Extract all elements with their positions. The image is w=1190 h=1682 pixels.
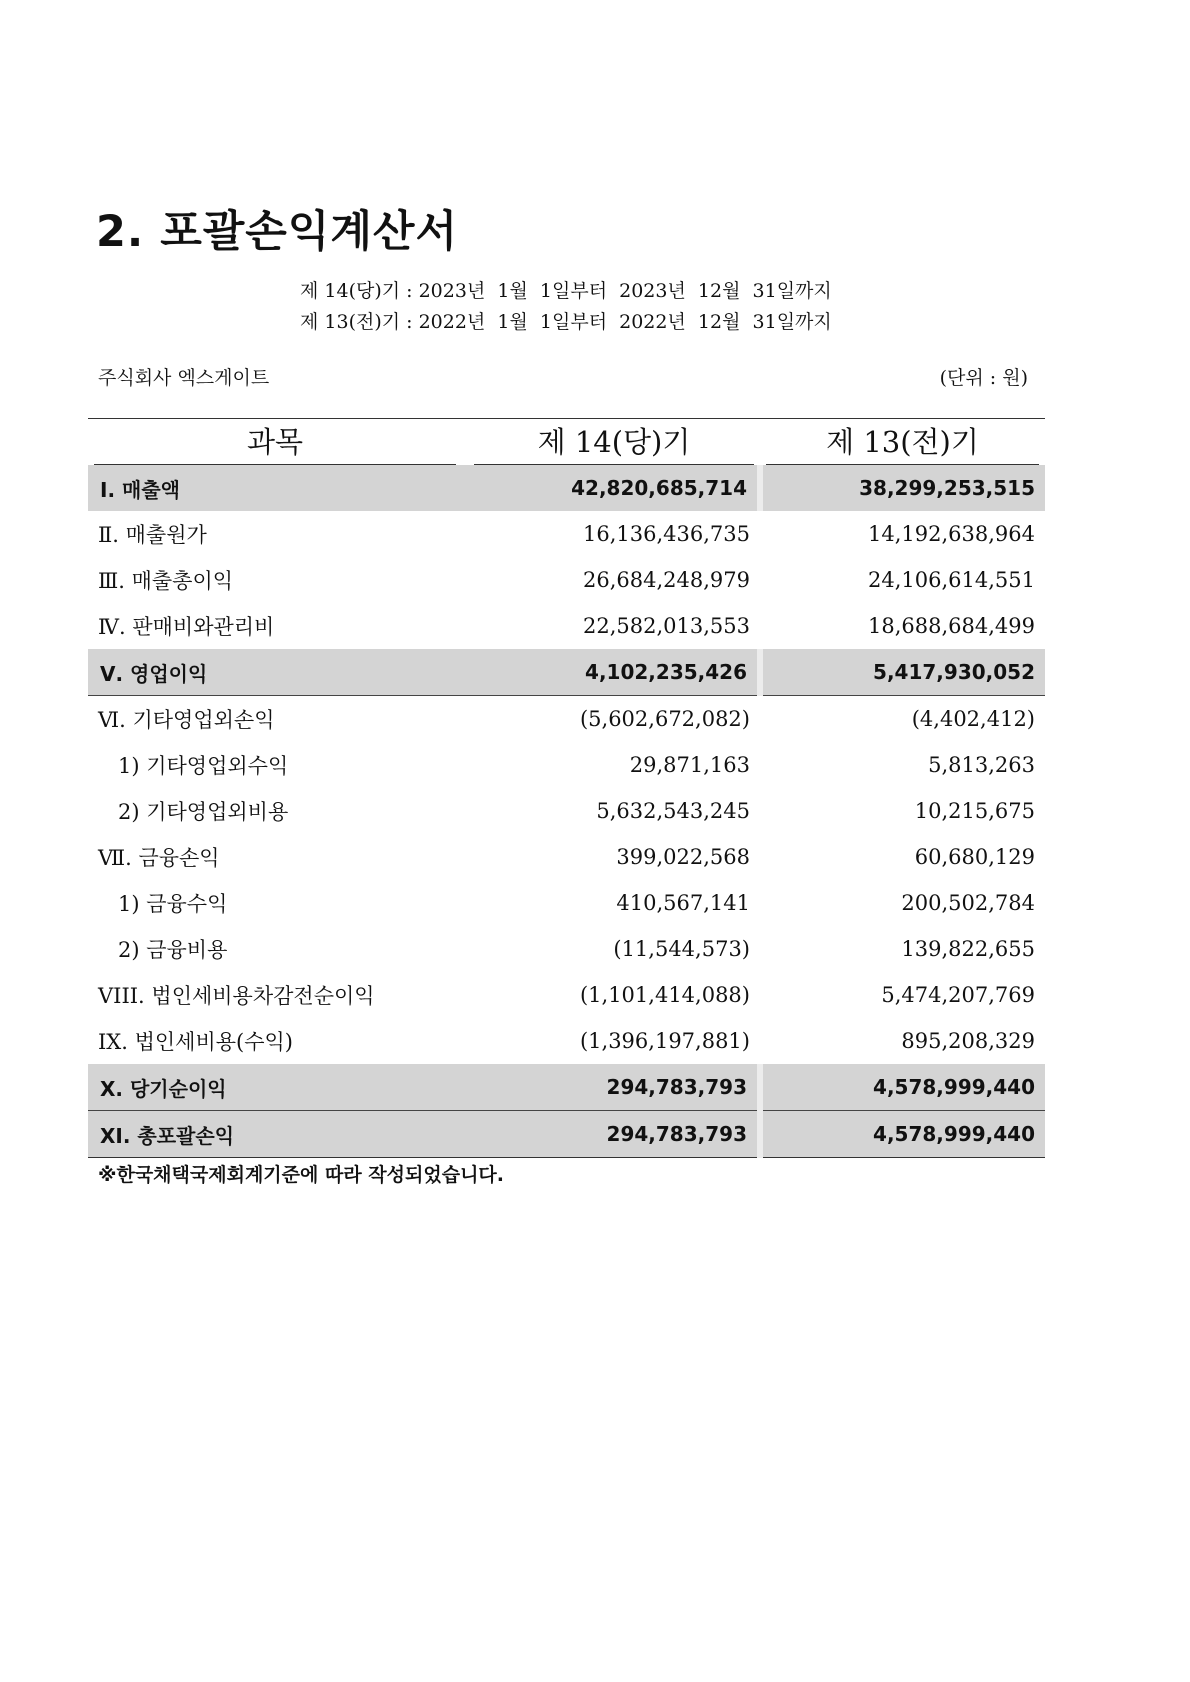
row-prior: 895,208,329 <box>901 1029 1035 1053</box>
table-row <box>88 742 1045 788</box>
row-prior: 4,578,999,440 <box>760 1111 1045 1158</box>
table-row <box>88 603 1045 649</box>
row-label: Ⅳ. 판매비와관리비 <box>98 615 275 639</box>
row-current: 4,102,235,426 <box>468 649 760 696</box>
row-label: Ⅱ. 매출원가 <box>98 523 207 547</box>
row-prior: 60,680,129 <box>914 845 1035 869</box>
table-row <box>88 1064 1045 1111</box>
row-prior: 139,822,655 <box>901 937 1035 961</box>
row-label: 1) 금융수익 <box>118 892 228 916</box>
fiscal-periods <box>300 276 832 338</box>
row-current: (1,101,414,088) <box>579 983 750 1007</box>
row-current: 26,684,248,979 <box>583 568 750 592</box>
row-current: 294,783,793 <box>468 1111 760 1158</box>
row-current: 22,582,013,553 <box>583 614 750 638</box>
footnote: ※한국채택국제회계기준에 따라 작성되었습니다. <box>98 1164 504 1186</box>
header-prior: 제 13(전)기 <box>760 419 1045 466</box>
row-label: VIII. 법인세비용차감전순이익 <box>98 984 375 1008</box>
income-statement-table <box>88 418 1045 1158</box>
row-current: 42,820,685,714 <box>468 465 760 511</box>
row-prior: 5,417,930,052 <box>760 649 1045 696</box>
row-prior: 4,578,999,440 <box>760 1064 1045 1111</box>
row-label: Ⅴ. 영업이익 <box>88 649 468 696</box>
table-row <box>88 834 1045 880</box>
row-prior: 38,299,253,515 <box>760 465 1045 511</box>
header-item: 과목 <box>88 419 468 466</box>
row-prior: 200,502,784 <box>901 891 1035 915</box>
row-label: Ⅶ. 금융손익 <box>98 846 220 870</box>
row-current: 16,136,436,735 <box>583 522 750 546</box>
row-label: Ⅵ. 기타영업외손익 <box>98 708 275 732</box>
row-label: Ⅰ. 매출액 <box>88 465 468 511</box>
row-current: 399,022,568 <box>616 845 750 869</box>
table-row <box>88 511 1045 557</box>
row-current: 29,871,163 <box>629 753 750 777</box>
row-label: 1) 기타영업외수익 <box>118 754 289 778</box>
row-prior: 14,192,638,964 <box>868 522 1035 546</box>
row-label: Ⅲ. 매출총이익 <box>98 569 234 593</box>
table-header-row <box>88 419 1045 466</box>
row-current: 294,783,793 <box>468 1064 760 1111</box>
row-prior: (4,402,412) <box>911 707 1035 731</box>
row-current: (11,544,573) <box>613 937 750 961</box>
period-current: 제 14(당)기 : 2023년 1월 1일부터 2023년 12월 31일까지 <box>300 280 832 302</box>
unit-label: (단위 : 원) <box>939 367 1028 389</box>
table-row <box>88 465 1045 511</box>
page-title: 2. 포괄손익계산서 <box>96 207 458 257</box>
row-current: (1,396,197,881) <box>579 1029 750 1053</box>
table-row <box>88 557 1045 603</box>
table-row <box>88 788 1045 834</box>
row-current: 410,567,141 <box>616 891 750 915</box>
row-current: 5,632,543,245 <box>596 799 750 823</box>
table-row <box>88 1018 1045 1064</box>
table-row <box>88 926 1045 972</box>
table-row <box>88 649 1045 696</box>
row-current: (5,602,672,082) <box>579 707 750 731</box>
row-prior: 5,474,207,769 <box>881 983 1035 1007</box>
header-current: 제 14(당)기 <box>468 419 760 466</box>
row-label: IX. 법인세비용(수익) <box>98 1030 293 1054</box>
period-prior: 제 13(전)기 : 2022년 1월 1일부터 2022년 12월 31일까지 <box>300 311 832 333</box>
row-prior: 5,813,263 <box>928 753 1035 777</box>
table-row <box>88 972 1045 1018</box>
table-row <box>88 696 1045 743</box>
table-row <box>88 1111 1045 1158</box>
row-label: 2) 금융비용 <box>118 938 228 962</box>
row-label: XI. 총포괄손익 <box>88 1111 468 1158</box>
row-label: X. 당기순이익 <box>88 1064 468 1111</box>
row-prior: 10,215,675 <box>914 799 1035 823</box>
row-prior: 24,106,614,551 <box>868 568 1035 592</box>
table-row <box>88 880 1045 926</box>
row-label: 2) 기타영업외비용 <box>118 800 289 824</box>
row-prior: 18,688,684,499 <box>868 614 1035 638</box>
company-name: 주식회사 엑스게이트 <box>98 367 270 389</box>
